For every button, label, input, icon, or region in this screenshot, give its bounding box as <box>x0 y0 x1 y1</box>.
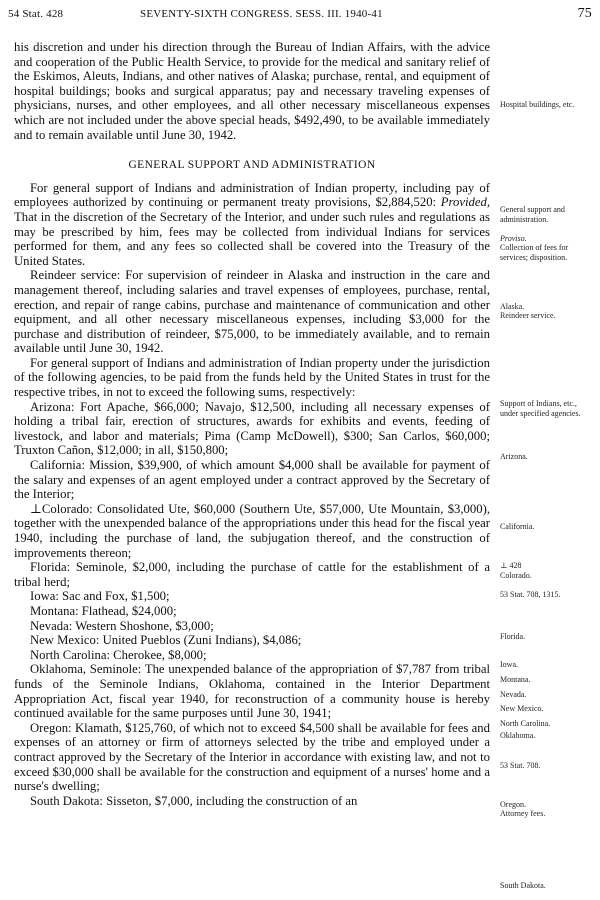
margin-note-arizona: Arizona. <box>500 452 528 461</box>
margin-note-stat-708: 53 Stat. 708. <box>500 761 541 770</box>
margin-note-alaska: Alaska. <box>500 302 525 311</box>
paragraph-north-carolina: North Carolina: Cherokee, $8,000; <box>30 647 207 662</box>
paragraph-arizona: Arizona: Fort Apache, $66,000; Navajo, $12,500, including all necessary expenses of holding a tribal fair, erection of structures, awards for exhibits and events, feeding of livestock, and labor and materials; Pima (Camp McDowell), $300; San Carlos, $60,000; Truxton Cañon, $12,000; in all, $150,800; <box>14 399 490 458</box>
paragraph-new-mexico: New Mexico: United Pueblos (Zuni Indians), $4,086; <box>30 633 302 648</box>
margin-note-oregon: Oregon. <box>500 800 526 809</box>
margin-note-south-dakota: South Dakota. <box>500 881 546 890</box>
margin-note-nevada: Nevada. <box>500 690 527 699</box>
paragraph-colorado: ⊥Colorado: Consolidated Ute, $60,000 (Southern Ute, $57,000, Ute Mountain, $3,000), together with the unexpended balance of the appropriations under this head for the fiscal year 1940, including the purchase of land, the subjugation thereof, and the construction of improvements thereon; <box>14 501 490 560</box>
general-support-text-b: That in the discretion of the Secretary of the Interior, and under such rules and regulations as may be prescribed by him, fees may be collected from individual Indians for services performed for them, and any fees so collected shall be covered into the Treasury of the United States. <box>14 209 490 268</box>
margin-note-colorado: Colorado. <box>500 571 532 580</box>
paragraph-nevada: Nevada: Western Shoshone, $3,000; <box>30 618 214 633</box>
margin-note-fees: Collection of fees for services; disposition. <box>500 243 569 262</box>
section-heading: GENERAL SUPPORT AND ADMINISTRATION <box>128 159 376 172</box>
margin-note-north-carolina: North Carolina. <box>500 719 551 728</box>
paragraph-iowa: Iowa: Sac and Fox, $1,500; <box>30 589 170 604</box>
provided-italic: Provided, <box>440 195 490 210</box>
general-support-text-a: For general support of Indians and administration of Indian property, including pay of employees authorized by continuing or permanent treaty provisions, $2,884,520: <box>14 180 490 210</box>
paragraph-california: California: Mission, $39,900, of which amount $4,000 shall be available for payment of the salary and expenses of an agent employed under a contract approved by the Secretary of the Interior; <box>14 458 490 502</box>
margin-note-montana: Montana. <box>500 675 531 684</box>
paragraph-south-dakota: South Dakota: Sisseton, $7,000, including the construction of an <box>30 793 358 808</box>
margin-note-florida: Florida. <box>500 632 526 641</box>
margin-note-iowa: Iowa. <box>500 660 518 669</box>
margin-note-stat-708-1315: 53 Stat. 708, 1315. <box>500 590 561 599</box>
margin-note-hospital: Hospital buildings, etc. <box>500 100 575 109</box>
statute-citation: 54 Stat. 428 <box>8 8 64 20</box>
main-text <box>14 40 490 808</box>
paragraph-general-support <box>14 181 490 269</box>
page-header <box>8 8 592 28</box>
margin-note-california: California. <box>500 522 535 531</box>
margin-note-general-support: General support and administration. <box>500 205 565 224</box>
margin-note-page-break: ⊥ 428 <box>500 561 522 570</box>
margin-note-new-mexico: New Mexico. <box>500 704 544 713</box>
paragraph-oregon: Oregon: Klamath, $125,760, of which not to exceed $4,500 shall be available for fees and expenses of an attorney or firm of attorneys selected by the tribe and employed under a contract approved by the Secretary of the Interior in accordance with existing law, and not to exceed $30,000 shall be available for the construction and equipment of a nurses' home and a nurse's dwelling; <box>14 720 490 794</box>
paragraph-support-agencies: For general support of Indians and administration of Indian property under the jurisdiction of the following agencies, to be paid from the funds held by the United States in trust for the respective tribes, in not to exceed the following sums, respectively: <box>14 355 490 400</box>
margin-note-oklahoma: Oklahoma. <box>500 731 536 740</box>
paragraph-florida: Florida: Seminole, $2,000, including the purchase of cattle for the establishment of a tribal herd; <box>14 560 490 589</box>
paragraph-oklahoma: Oklahoma, Seminole: The unexpended balance of the appropriation of $7,787 from tribal funds of the Seminole Indians, Oklahoma, contained in the Interior Department Appropriation Act, fiscal year 1940, for reconstruction of a community house is hereby continued available for the same purposes until June 30, 1941; <box>14 662 490 721</box>
page-number: 75 <box>577 6 592 21</box>
margin-note-attorney-fees: Attorney fees. <box>500 809 546 818</box>
margin-note-reindeer: Reindeer service. <box>500 311 556 320</box>
paragraph-opening: his discretion and under his direction through the Bureau of Indian Affairs, with the advice and cooperation of the Public Health Service, to provide for the medical and sanitary relief of the Eskimos, Aleuts, Indians, and other natives of Alaska; purchase, rental, and equipment of hospital buildings; books and surgical apparatus; pay and necessary traveling expenses of physicians, nurses, and other employees, and all other necessary miscellaneous expenses which are not included under the above special heads, $492,490, to be available immediately and to remain available until June 30, 1942. <box>14 40 490 142</box>
margin-note-proviso: Proviso. <box>500 234 527 243</box>
paragraph-reindeer: Reindeer service: For supervision of reindeer in Alaska and instruction in the care and management thereof, including salaries and travel expenses of employees, purchase, rental, erection, and repair of range cabins, purchase and maintenance of communication and other equipment, and all other necessary miscellaneous expenses, including $3,000 for the purchase and distribution of reindeer, $75,000, to be immediately available, and to remain available until June 30, 1942. <box>14 268 490 356</box>
running-head: SEVENTY-SIXTH CONGRESS. SESS. III. 1940-41 <box>140 8 383 20</box>
margin-note-support-indians: Support of Indians, etc., under specified agencies. <box>500 399 581 418</box>
paragraph-montana: Montana: Flathead, $24,000; <box>30 603 177 618</box>
